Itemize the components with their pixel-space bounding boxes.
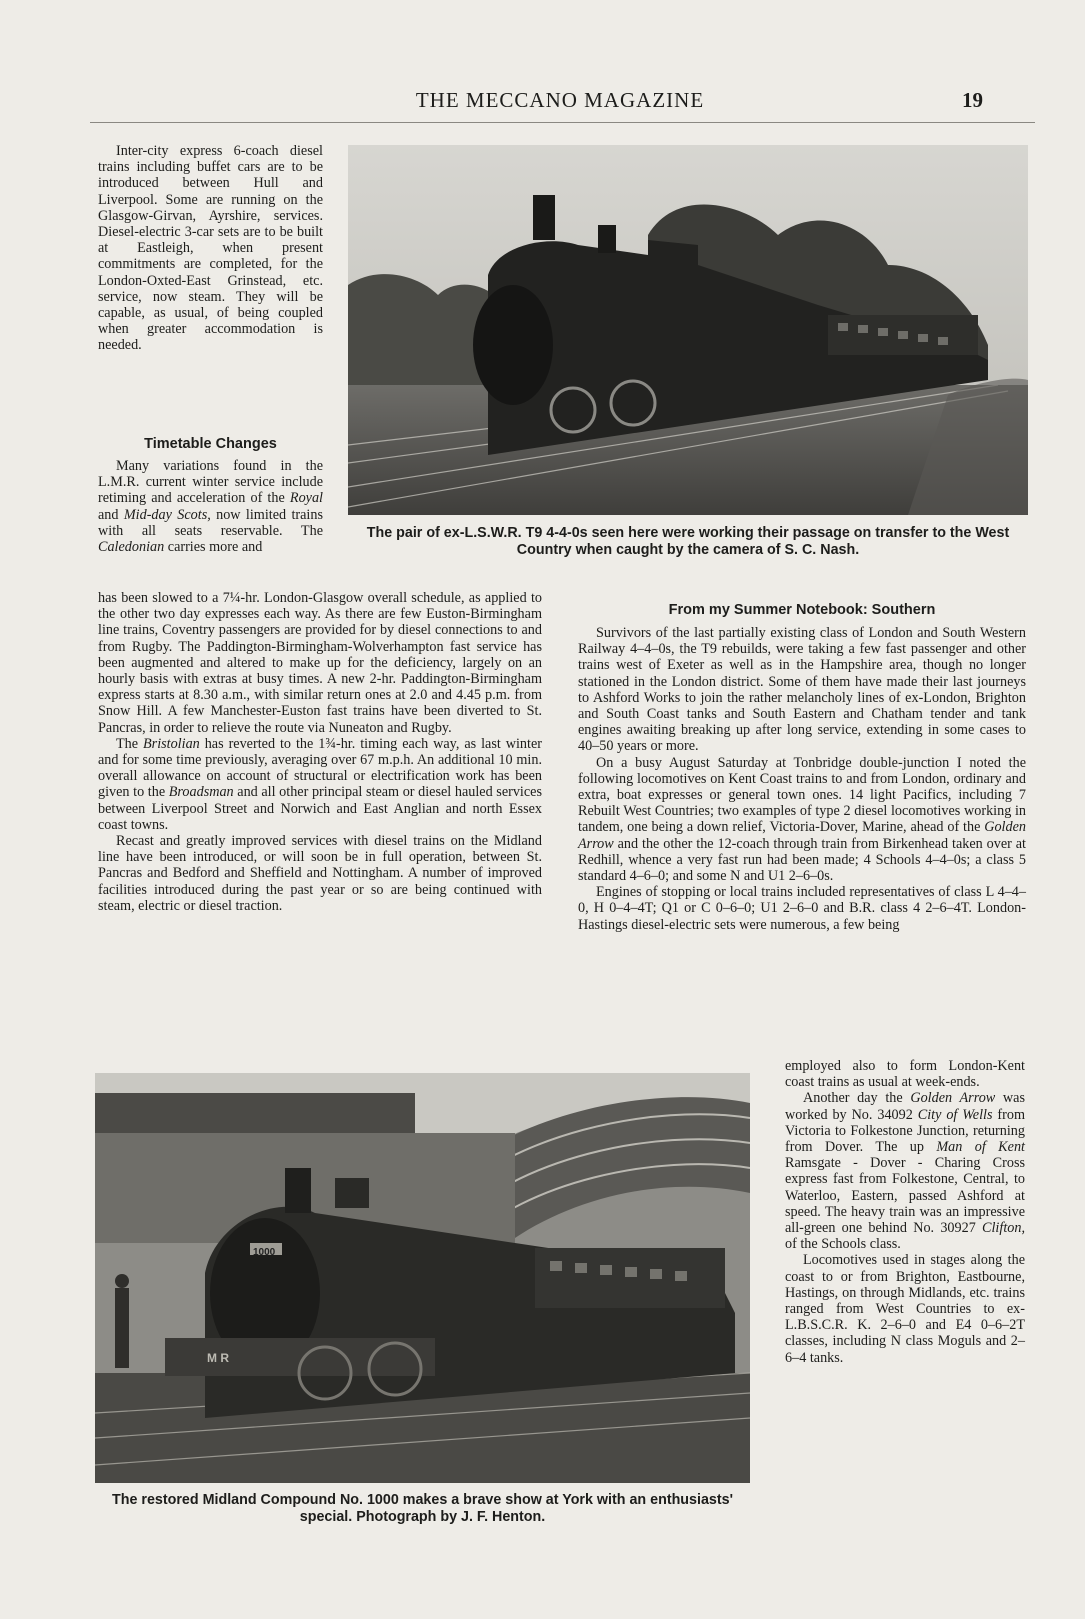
right-paragraph-3: Locomotives used in stages along the coast to or from Brighton, Eastbourne, Hastings, on through Midlands, etc. trains ranged from West Countries to ex-L.B.S.C.R. K. 2–6–0 and E4 0–6–2T classes, including N class Moguls and 2–6–4 tanks. [785,1252,1025,1366]
timetable-text-3: carries more and [164,539,263,556]
lmr-p2-text-c: and all other principal steam or diesel hauled services between Liverpool Street and Norwich and East Anglian and north Essex coast towns. [98,784,542,833]
southern-p2-text-a: On a busy August Saturday at Tonbridge double-junction I noted the following locomotives on Kent Coast trains to and from London, ordinary and extra, boat expresses or general town ones. 14 light Pacifics, including 7 Rebuilt West Countries; two examples of type 2 diesel locomotives working in tandem, one being a down relief, Victoria-Dover, Marine, ahead of the [578,754,1026,836]
t9-photo-caption: The pair of ex-L.S.W.R. T9 4-4-0s seen here were working their passage on transfer to the West Country when caught by the camera of S. C. Nash. [366,525,1010,558]
right-p2-text-d: Ramsgate - Dover - Charing Cross express fast from Folkestone, Central, to Waterloo, Eastern, passed Ashford at speed. The heavy train was an impressive all-green one behind No. 30927 [785,1155,1025,1237]
caledonian-title: Caledonian [98,539,165,556]
southern-paragraph-3: Engines of stopping or local trains included representatives of class L 4–4–0, H 0–4–4T; Q1 or C 0–6–0; U1 2–6–0 and B.R. class 4 2–6–4T. London-Hastings diesel-electric sets were numerous, a few being [578,884,1026,933]
southern-notebook-text [578,625,1026,933]
bristolian-title: Bristolian [143,735,200,752]
southern-paragraph-2 [578,755,1026,885]
right-paragraph-2 [785,1090,1025,1252]
timetable-changes-heading: Timetable Changes [144,436,277,452]
southern-p2-text-b: and the other the 12-coach through train from Birkenhead taken over at Redhill, whence a very fast run had been made; 4 Schools 4–4–0s; a class 5 standard 4–6–0; and some N and U1 2–6–0s. [578,835,1026,885]
man-of-kent-title: Man of Kent [936,1139,1025,1156]
page-number: 19 [962,88,983,112]
right-p2-text-c: from Victoria to Folkestone Junction, returning from Dover. The up [785,1106,1025,1156]
broadsman-title: Broadsman [168,784,234,801]
southern-notebook-heading: From my Summer Notebook: Southern [668,602,936,618]
t9-locomotives-image [348,145,1028,515]
tender-lettering: M R [207,1351,229,1365]
timetable-text-and: and [98,506,124,523]
timetable-changes-intro [98,458,323,555]
clifton-title: Clifton, [982,1220,1025,1237]
city-of-wells-title: City of Wells [917,1106,993,1123]
midland-compound-image [95,1073,750,1483]
lmr-p2-text-a: The [116,735,143,752]
header-rule [90,122,1035,123]
lmr-paragraph-2 [98,736,542,833]
t9-locomotives-photo [348,145,1028,515]
golden-arrow-title: Golden Arrow [578,819,1026,852]
golden-arrow-title-2: Golden Arrow [910,1090,996,1107]
timetable-text-2: now limited trains with all seats reservable. The [98,506,323,539]
right-p2-text-b: was worked by No. 34092 [785,1090,1025,1123]
lmr-services-text [98,590,542,914]
lmr-p2-text-b: has reverted to the 1¾-hr. timing each way, as last winter and for some time previously, averaging over 67 m.p.h. An additional 10 min. overall allowance on account of structural or electrification work has been given to the [98,735,542,801]
right-p2-text-a: Another day the [803,1090,911,1107]
timetable-text-1: Many variations found in the L.M.R. current winter service include retiming and acceleration of the [98,458,323,507]
royal-scot-title: Royal [289,490,323,507]
golden-arrow-text [785,1058,1025,1366]
midland-compound-photo [95,1073,750,1483]
intercity-paragraph-text: Inter-city express 6-coach diesel trains including buffet cars are to be introduced between Hull and Liverpool. Some are running on the Glasgow-Girvan, Ayrshire, services. Diesel-electric 3-car sets are to be built at Eastleigh, when present commitments are completed, for the London-Oxted-East Grinstead, etc. service, now steam. They will be capable, as usual, of being coupled when greater accommodation is needed. [98,143,323,354]
intercity-diesel-paragraph [98,143,323,354]
midland-compound-caption: The restored Midland Compound No. 1000 makes a brave show at York with an enthusiasts' special. Photograph by J. F. Henton. [112,1492,733,1525]
right-p2-text-e: of the Schools class. [785,1236,901,1253]
midday-scot-title: Mid-day Scots, [123,506,211,523]
lmr-paragraph-1: has been slowed to a 7¼-hr. London-Glasgow overall schedule, as applied to the other two day expresses each way. As there are few Euston-Birmingham line trains, Coventry passengers are provided for by diesel connections to and from Rugby. The Paddington-Birmingham-Wolverhampton fast service has been augmented and altered to make up for the deficiency, largely on an hourly basis with extras at busy times. A new 2-hr. Paddington-Birmingham express starts at 8.30 a.m., with similar return ones at 2.0 and 4.45 p.m. from Snow Hill. A few Manchester-Euston fast trains have been diverted to St. Pancras, in order to relieve the route via Nuneaton and Rugby. [98,590,542,736]
lmr-paragraph-3: Recast and greatly improved services with diesel trains on the Midland line have been introduced, or will soon be in full operation, between St. Pancras and Bedford and Sheffield and Nottingham. A number of improved facilities introduced during the past year or so are being continued with steam, electric or diesel traction. [98,833,542,914]
southern-paragraph-1: Survivors of the last partially existing class of London and South Western Railway 4–4–0s, the T9 rebuilds, were taking a few fast passenger and other trains west of Exeter as well as in the Hampshire area, though no longer stationed in the London district. Some of them have made their last journeys to Ashford Works to join the rather melancholy lines of ex-London, Brighton and South Coast tanks and South Eastern and Chatham tender and tank engines awaiting breaking up after long service, extending in some cases to 40–50 years or more. [578,625,1026,755]
timetable-intro-paragraph [98,458,323,555]
loco-number-plate: 1000 [253,1247,276,1258]
right-paragraph-1: employed also to form London-Kent coast trains as usual at week-ends. [785,1058,1025,1091]
magazine-title: THE MECCANO MAGAZINE [415,88,705,112]
